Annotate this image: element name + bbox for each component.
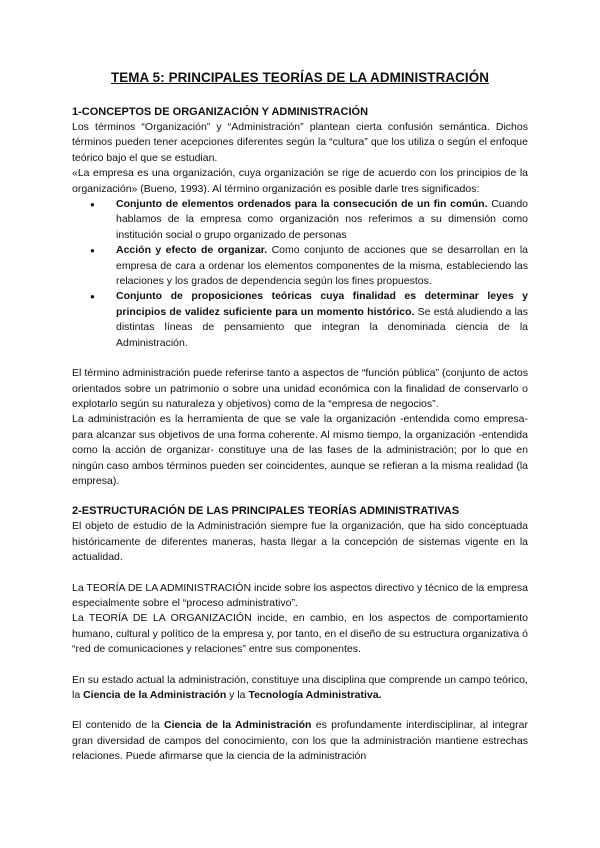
ciencia-admin-term: Ciencia de la Administración <box>164 719 312 732</box>
spacer <box>72 351 528 366</box>
spacer <box>72 489 528 504</box>
list-item-text: Se está aludiendo a las distintas líneas de pensamiento que integran la denominada ciencia de la Administración. <box>116 305 528 349</box>
section1-paragraph-4: La administración es la herramienta de que se vale la organización -entendida como empresa- para alcanzar sus objetivos de una forma coherente. Al mismo tiempo, la organización -entendida como la acción de organizar- constituye una de las fases de la administración; por lo que en ningún caso ambos términos pueden ser coincidentes, aunque se refieran a la misma realidad (la empresa). <box>72 413 528 487</box>
spacer <box>72 566 528 581</box>
section1-paragraph-2: «La empresa es una organización, cuya organización se rige de acuerdo con los principios de la organización» (Bueno, 1993). Al término organización es posible darle tres significados: <box>72 167 528 195</box>
text-run: es profundamente interdisciplinar, al integrar gran diversidad de campos del conocimiento, con los que la administración mantiene estrechas relaciones. Puede afirmarse que la ciencia de la administración <box>72 719 528 763</box>
list-item-bold: Conjunto de proposiciones teóricas cuya finalidad es determinar leyes y principios de validez suficiente para un momento histórico. <box>116 290 528 318</box>
list-item <box>116 243 528 289</box>
section2-paragraph-4 <box>72 673 528 704</box>
page-title: TEMA 5: PRINCIPALES TEORÍAS DE LA ADMINISTRACIÓN <box>110 70 489 85</box>
section2-paragraph-2: La TEORÍA DE LA ADMINISTRACIÓN incide sobre los aspectos directivo y técnico de la empresa especialmente sobre el “proceso administrativo”. <box>72 581 528 609</box>
tecnologia-admin-term: Tecnología Administrativa. <box>248 689 382 701</box>
section2-paragraph-1: El objeto de estudio de la Administración siempre fue la organización, que ha sido conceptuada históricamente de diferentes maneras, hasta llegar a la concepción de sistemas vigente en la actualidad. <box>72 520 528 564</box>
list-item <box>116 289 528 351</box>
text-run: y la <box>226 689 249 701</box>
list-item-bold: Conjunto de elementos ordenados para la consecución de un fin común. <box>116 198 488 211</box>
section1-heading: 1-CONCEPTOS DE ORGANIZACIÓN Y ADMINISTRACIÓN <box>72 106 369 118</box>
section2-paragraph-5 <box>72 718 528 764</box>
text-run: El contenido de la <box>72 719 165 732</box>
spacer <box>72 658 528 673</box>
section1-paragraph-3: El término administración puede referirse tanto a aspectos de “función pública” (conjunto de actos orientados sobre un patrimonio o sobre una unidad económica con la finalidad de conservarlo o explotarlo según su naturaleza y objetivos) como de la “empresa de negocios”. <box>72 367 528 410</box>
list-item-bold: Acción y efecto de organizar. <box>116 244 268 257</box>
significados-list <box>72 197 528 351</box>
section2-paragraph-3: La TEORÍA DE LA ORGANIZACIÓN incide, en cambio, en los aspectos de comportamiento humano, cultural y político de la empresa y, por tanto, en el diseño de su estructura organizativa ó “red de comunicaciones y relaciones” entre sus componentes. <box>72 612 528 656</box>
list-item-text: Como conjunto de acciones que se desarrollan en la empresa de cara a ordenar los elementos componentes de la misma, estableciendo las relaciones y los grados de dependencia según los fines propuestos. <box>116 244 528 288</box>
list-item-text: Cuando hablamos de la empresa como organización nos referimos a su dimensión como institución social o grupo organizado de personas <box>116 198 529 241</box>
section1-paragraph-1: Los términos “Organización” y “Administración” plantean cierta confusión semántica. Dichos términos pueden tener acepciones diferentes según la “cultura” que los utiliza o según el enfoque teórico bajo el que se estudian. <box>72 121 528 164</box>
spacer <box>72 703 528 718</box>
section2-heading: 2-ESTRUCTURACIÓN DE LAS PRINCIPALES TEORÍAS ADMINISTRATIVAS <box>72 505 460 518</box>
list-item <box>116 197 528 243</box>
ciencia-admin-term: Ciencia de la Administración <box>83 689 227 701</box>
text-run: En su estado actual la administración, constituye una disciplina que comprende un campo teórico, la <box>72 673 528 701</box>
